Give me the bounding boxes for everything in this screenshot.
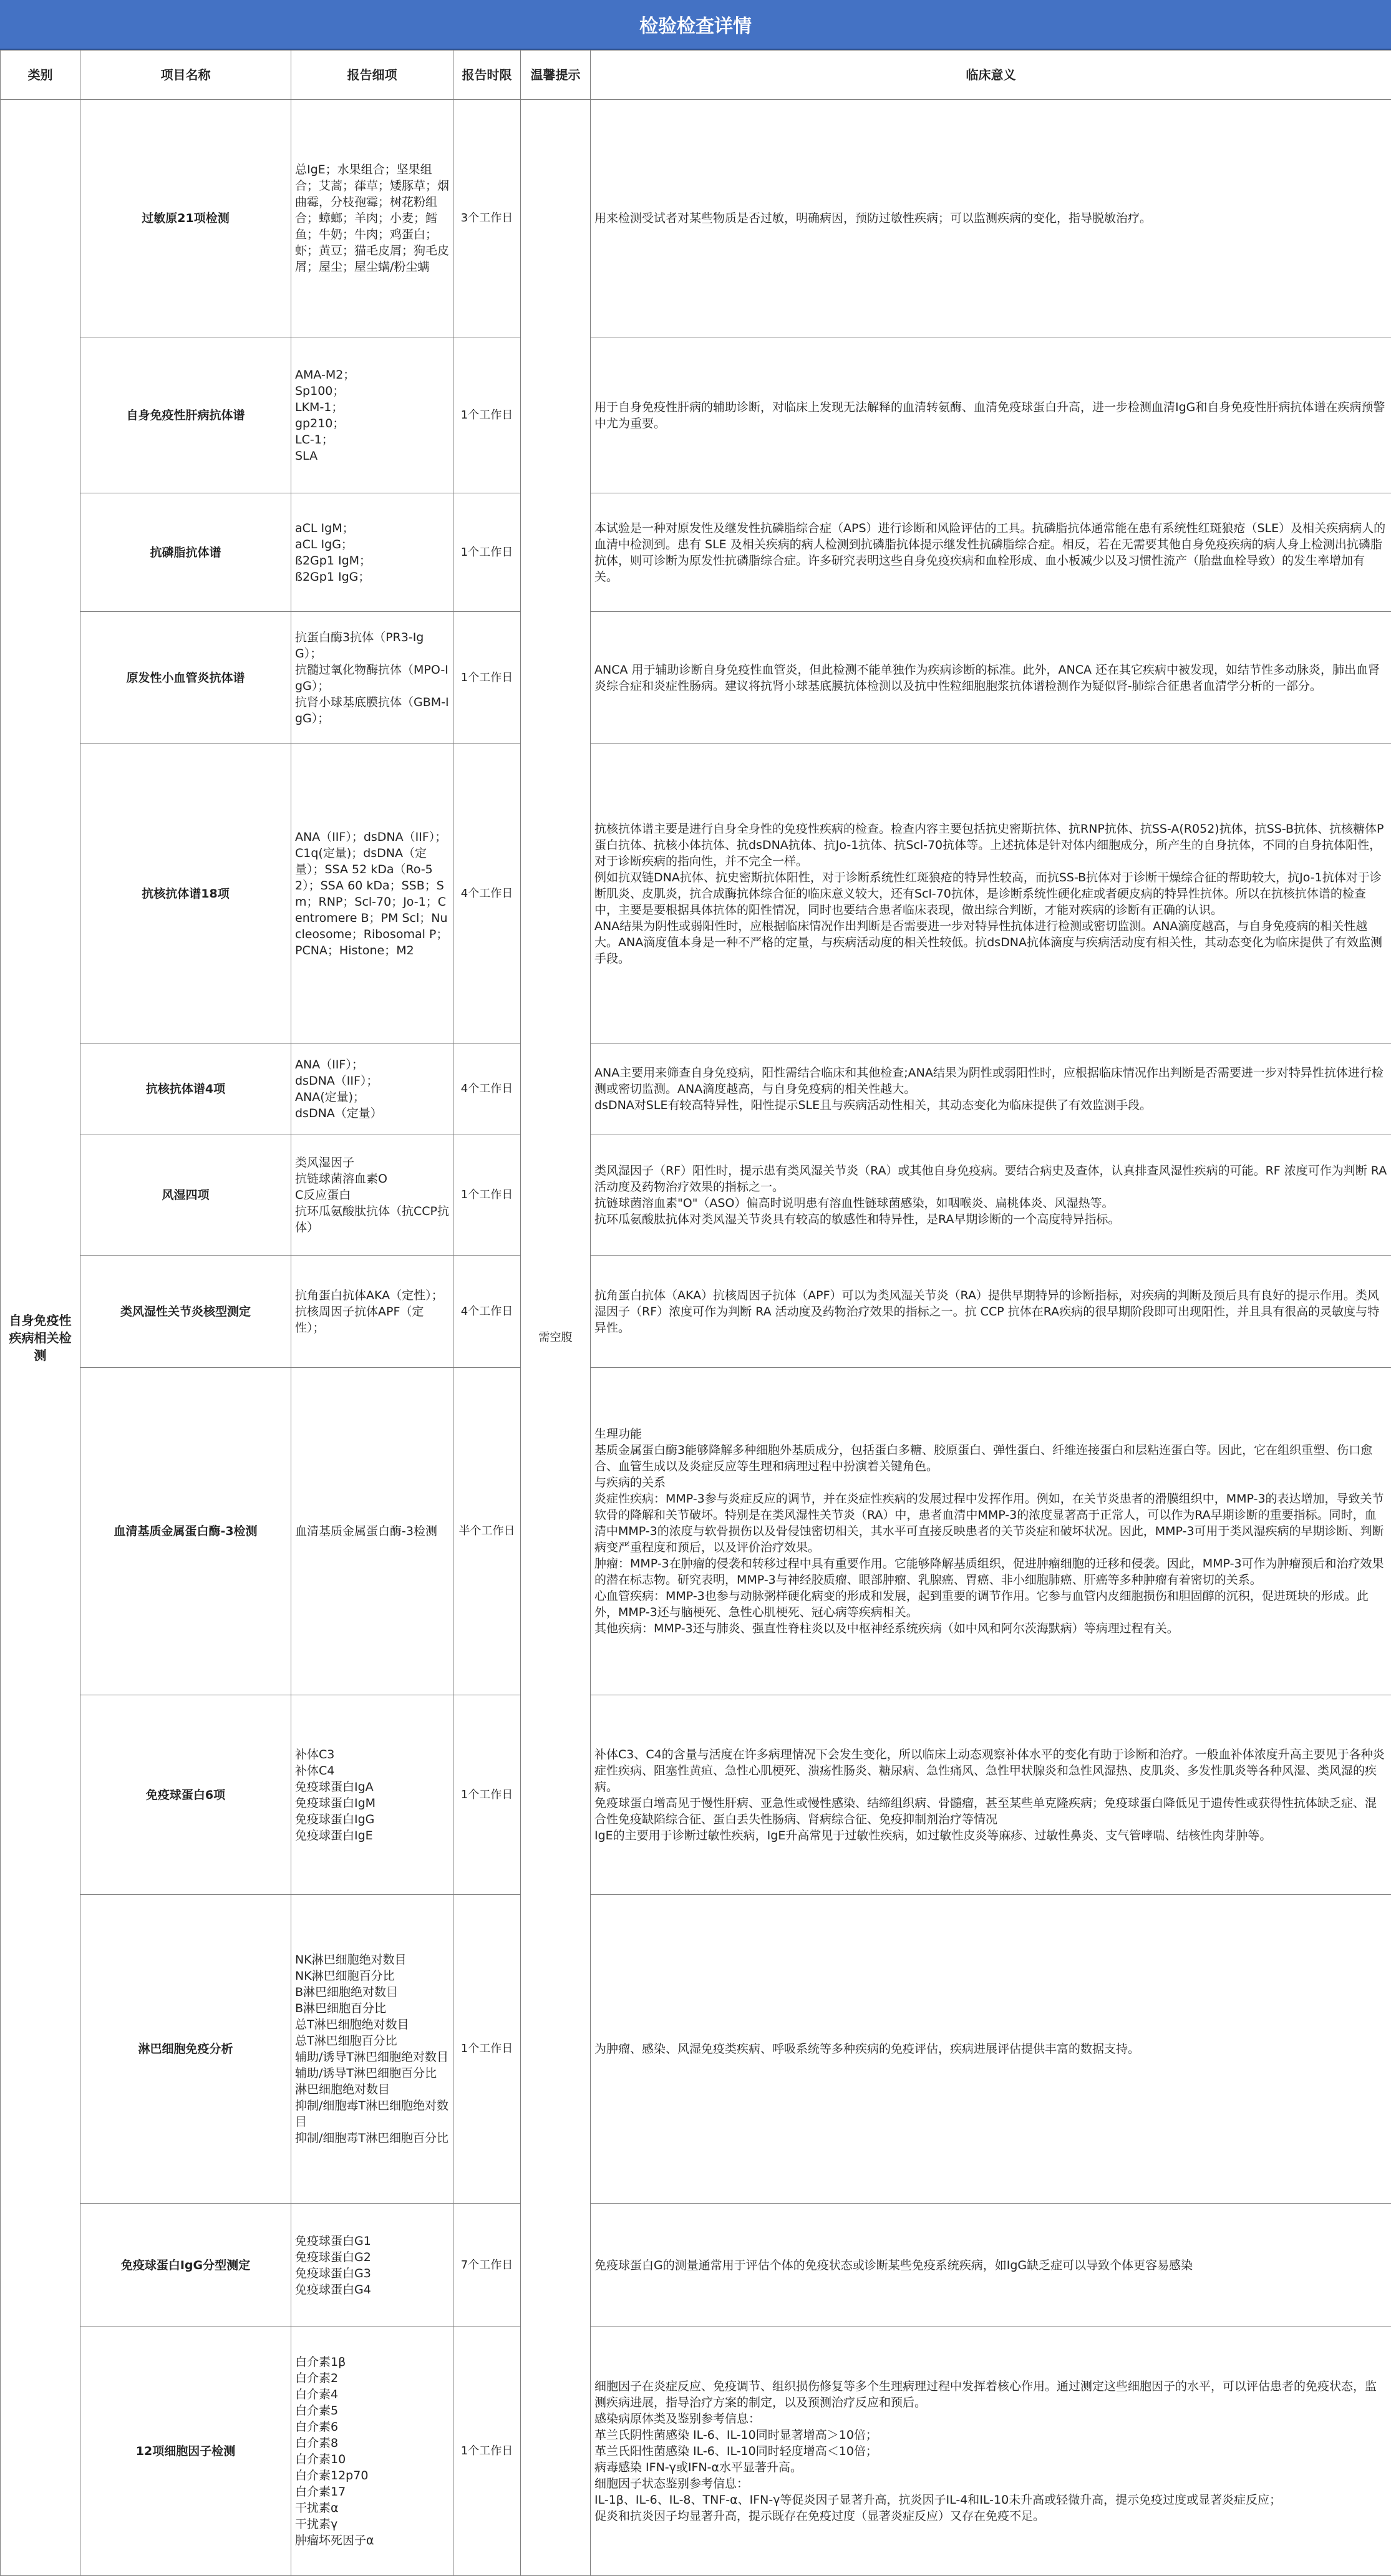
clinical-meaning: 为肿瘤、感染、风湿免疫类疾病、呼吸系统等多种疾病的免疫评估，疾病进展评估提供丰富的数据支持。 bbox=[591, 1895, 1391, 2204]
item-name: 免疫球蛋白IgG分型测定 bbox=[80, 2204, 291, 2327]
report-time: 1个工作日 bbox=[453, 1135, 521, 1256]
table-row bbox=[1, 100, 1391, 337]
table-row bbox=[1, 337, 1391, 493]
report-details: 总IgE；水果组合；坚果组合；艾蒿；葎草；矮豚草；烟曲霉，分枝孢霉；树花粉组合；蟑螂；羊肉；小麦；鳕鱼；牛奶；牛肉；鸡蛋白；虾；黄豆；猫毛皮屑；狗毛皮屑；屋尘；屋尘螨/粉尘螨 bbox=[291, 100, 453, 337]
table-row bbox=[1, 493, 1391, 612]
clinical-meaning: 抗角蛋白抗体（AKA）抗核周因子抗体（APF）可以为类风湿关节炎（RA）提供早期特异的诊断指标，对疾病的判断及预后具有良好的提示作用。类风湿因子（RF）浓度可作为判断 RA 活动度及药物治疗效果的指标之一。抗 CCP 抗体在RA疾病的很早期阶段即可出现阳性，并且具有很高的灵敏度与特异性。 bbox=[591, 1256, 1391, 1368]
table-row bbox=[1, 2327, 1391, 2576]
report-details: 类风湿因子 抗链球菌溶血素O C反应蛋白 抗环瓜氨酸肽抗体（抗CCP抗体） bbox=[291, 1135, 453, 1256]
clinical-meaning: 生理功能 基质金属蛋白酶3能够降解多种细胞外基质成分，包括蛋白多糖、胶原蛋白、弹性蛋白、纤维连接蛋白和层粘连蛋白等。因此，它在组织重塑、伤口愈合、血管生成以及炎症反应等生理和病理过程中扮演着关键角色。 与疾病的关系 炎症性疾病：MMP-3参与炎症反应的调节，并在炎症性疾病的发展过程中发挥作用。例如，在关节炎患者的滑膜组织中，MMP-3的表达增加，导致关节软骨的降解和关节破坏。特别是在类风湿性关节炎（RA）中，患者血清中MMP-3的浓度显著高于正常人，可以作为RA早期诊断的重要指标。同时，血清中MMP-3的浓度与软骨损伤以及骨侵蚀密切相关，其水平可直接反映患者的关节炎症和破坏状况。因此，MMP-3可用于类风湿疾病的早期诊断、判断病变严重程度和预后，以及评价治疗效果。 肿瘤：MMP-3在肿瘤的侵袭和转移过程中具有重要作用。它能够降解基质组织，促进肿瘤细胞的迁移和侵袭。因此，MMP-3可作为肿瘤预后和治疗效果的潜在标志物。研究表明，MMP-3与神经胶质瘤、眼部肿瘤、乳腺癌、胃癌、非小细胞肺癌、肝癌等多种肿瘤有着密切的关系。 心血管疾病：MMP-3也参与动脉粥样硬化病变的形成和发展，起到重要的调节作用。它参与血管内皮细胞损伤和胆固醇的沉积，促进斑块的形成。此外，MMP-3还与脑梗死、急性心肌梗死、冠心病等疾病相关。 其他疾病：MMP-3还与肺炎、强直性脊柱炎以及中枢神经系统疾病（如中风和阿尔茨海默病）等病理过程有关。 bbox=[591, 1368, 1391, 1695]
item-name: 血清基质金属蛋白酶-3检测 bbox=[80, 1368, 291, 1695]
table-row bbox=[1, 1135, 1391, 1256]
report-details: 免疫球蛋白G1 免疫球蛋白G2 免疫球蛋白G3 免疫球蛋白G4 bbox=[291, 2204, 453, 2327]
column-header-category: 类别 bbox=[1, 51, 80, 100]
table-row bbox=[1, 1368, 1391, 1695]
report-time: 1个工作日 bbox=[453, 337, 521, 493]
category-cell: 自身免疫性疾病相关检测 bbox=[1, 100, 80, 2576]
table-row bbox=[1, 744, 1391, 1043]
report-table bbox=[0, 50, 1391, 2576]
report-time: 1个工作日 bbox=[453, 493, 521, 612]
item-name: 风湿四项 bbox=[80, 1135, 291, 1256]
report-details: ANA（IIF）； dsDNA（IIF）； ANA(定量)； dsDNA（定量） bbox=[291, 1043, 453, 1135]
clinical-meaning: 免疫球蛋白G的测量通常用于评估个体的免疫状态或诊断某些免疫系统疾病，如IgG缺乏症可以导致个体更容易感染 bbox=[591, 2204, 1391, 2327]
item-name: 淋巴细胞免疫分析 bbox=[80, 1895, 291, 2204]
report-details: aCL IgM； aCL IgG； ß2Gp1 IgM； ß2Gp1 IgG； bbox=[291, 493, 453, 612]
clinical-meaning: ANCA 用于辅助诊断自身免疫性血管炎，但此检测不能单独作为疾病诊断的标准。此外，ANCA 还在其它疾病中被发现，如结节性多动脉炎，肺出血肾炎综合症和炎症性肠病。建议将抗肾小球基底膜抗体检测以及抗中性粒细胞胞浆抗体谱检测作为疑似肾-肺综合征患者血清学分析的一部分。 bbox=[591, 612, 1391, 744]
clinical-meaning: ANA主要用来筛查自身免疫病，阳性需结合临床和其他检查;ANA结果为阴性或弱阳性时，应根据临床情况作出判断是否需要进一步对特异性抗体进行检测或密切监测。ANA滴度越高，与自身免疫病的相关性越大。 dsDNA对SLE有较高特异性，阳性提示SLE且与疾病活动性相关，其动态变化为临床提供了有效监测手段。 bbox=[591, 1043, 1391, 1135]
item-name: 过敏原21项检测 bbox=[80, 100, 291, 337]
item-name: 抗磷脂抗体谱 bbox=[80, 493, 291, 612]
report-details: AMA-M2； Sp100； LKM-1； gp210； LC-1； SLA bbox=[291, 337, 453, 493]
report-details: 白介素1β 白介素2 白介素4 白介素5 白介素6 白介素8 白介素10 白介素12p70 白介素17 干扰素α 干扰素γ 肿瘤坏死因子α bbox=[291, 2327, 453, 2576]
table-header-row bbox=[1, 51, 1391, 100]
report-time: 1个工作日 bbox=[453, 612, 521, 744]
clinical-meaning: 抗核抗体谱主要是进行自身全身性的免疫性疾病的检查。检查内容主要包括抗史密斯抗体、抗RNP抗体、抗SS-A(R052)抗体，抗SS-B抗体、抗核糖体P蛋白抗体、抗核小体抗体、抗dsDNA抗体、抗Jo-1抗体、抗Scl-70抗体等。上述抗体是针对体内细胞成分，所产生的自身抗体，不同的自身抗体阳性，对于诊断疾病的指向性，并不完全一样。 例如抗双链DNA抗体、抗史密斯抗体阳性，对于诊断系统性红斑狼疮的特异性较高，而抗SS-B抗体对于诊断干燥综合征的帮助较大，抗Jo-1抗体对于诊断肌炎、皮肌炎，抗合成酶抗体综合征的临床意义较大，还有Scl-70抗体，是诊断系统性硬化症或者硬皮病的特异性抗体。所以在抗核抗体谱的检查中，主要是要根据具体抗体的阳性情况，同时也要结合患者临床表现，做出综合判断，才能对疾病的诊断有正确的认识。 ANA结果为阴性或弱阳性时，应根据临床情况作出判断是否需要进一步对特异性抗体进行检测或密切监测。ANA滴度越高，与自身免疫病的相关性越大。ANA滴度值本身是一种不严格的定量，与疾病活动度的相关性较低。抗dsDNA抗体滴度与疾病活动度有相关性，其动态变化为临床提供了有效监测手段。 bbox=[591, 744, 1391, 1043]
column-header-clinical-meaning: 临床意义 bbox=[591, 51, 1391, 100]
column-header-report-time: 报告时限 bbox=[453, 51, 521, 100]
report-time: 4个工作日 bbox=[453, 1256, 521, 1368]
report-details: 血清基质金属蛋白酶-3检测 bbox=[291, 1368, 453, 1695]
report-details: ANA（IIF）；dsDNA（IIF）；C1q(定量)；dsDNA（定量）；SSA 52 kDa（Ro-52）；SSA 60 kDa；SSB；Sm；RNP；Scl-70；Jo-1；Centromere B；PM Scl；Nucleosome；Ribosomal P；PCNA；Histone；M2 bbox=[291, 744, 453, 1043]
clinical-meaning: 类风湿因子（RF）阳性时，提示患有类风湿关节炎（RA）或其他自身免疫病。要结合病史及查体，认真排查风湿性疾病的可能。RF 浓度可作为判断 RA 活动度及药物治疗效果的指标之一。 抗链球菌溶血素"O"（ASO）偏高时说明患有溶血性链球菌感染，如咽喉炎、扁桃体炎、风湿热等。 抗环瓜氨酸肽抗体对类风湿关节炎具有较高的敏感性和特异性，是RA早期诊断的一个高度特异指标。 bbox=[591, 1135, 1391, 1256]
clinical-meaning: 本试验是一种对原发性及继发性抗磷脂综合症（APS）进行诊断和风险评估的工具。抗磷脂抗体通常能在患有系统性红斑狼疮（SLE）及相关疾病病人的血清中检测到。患有 SLE 及相关疾病的病人检测到抗磷脂抗体提示继发性抗磷脂综合症。相反，若在无需要其他自身免疫疾病的病人身上检测出抗磷脂抗体，则可诊断为原发性抗磷脂综合症。许多研究表明这些自身免疫疾病和血栓形成、血小板减少以及习惯性流产（胎盘血栓导致）的发生率增加有关。 bbox=[591, 493, 1391, 612]
column-header-tip: 温馨提示 bbox=[521, 51, 591, 100]
column-header-report-details: 报告细项 bbox=[291, 51, 453, 100]
table-row bbox=[1, 1695, 1391, 1895]
report-time: 7个工作日 bbox=[453, 2204, 521, 2327]
tip-cell: 需空腹 bbox=[521, 100, 591, 2576]
item-name: 类风湿性关节炎核型测定 bbox=[80, 1256, 291, 1368]
report-time: 4个工作日 bbox=[453, 1043, 521, 1135]
page-title: 检验检查详情 bbox=[0, 0, 1391, 50]
item-name: 免疫球蛋白6项 bbox=[80, 1695, 291, 1895]
clinical-meaning: 细胞因子在炎症反应、免疫调节、组织损伤修复等多个生理病理过程中发挥着核心作用。通过测定这些细胞因子的水平，可以评估患者的免疫状态，监测疾病进展，指导治疗方案的制定，以及预测治疗反应和预后。 感染病原体类及鉴别参考信息： 革兰氏阴性菌感染 IL-6、IL-10同时显著增高＞10倍； 革兰氏阳性菌感染 IL-6、IL-10同时轻度增高＜10倍； 病毒感染 IFN-γ或IFN-α水平显著升高。 细胞因子状态鉴别参考信息： IL-1β、IL-6、IL-8、TNF-α、IFN-γ等促炎因子显著升高，抗炎因子IL-4和IL-10未升高或轻微升高，提示免疫过度或显著炎症反应； 促炎和抗炎因子均显著升高，提示既存在免疫过度（显著炎症反应）又存在免疫不足。 bbox=[591, 2327, 1391, 2576]
table-row bbox=[1, 1895, 1391, 2204]
column-header-item-name: 项目名称 bbox=[80, 51, 291, 100]
item-name: 抗核抗体谱18项 bbox=[80, 744, 291, 1043]
clinical-meaning: 用来检测受试者对某些物质是否过敏，明确病因，预防过敏性疾病；可以监测疾病的变化，指导脱敏治疗。 bbox=[591, 100, 1391, 337]
item-name: 原发性小血管炎抗体谱 bbox=[80, 612, 291, 744]
report-time: 1个工作日 bbox=[453, 2327, 521, 2576]
report-time: 半个工作日 bbox=[453, 1368, 521, 1695]
table-row bbox=[1, 1043, 1391, 1135]
report-time: 1个工作日 bbox=[453, 1895, 521, 2204]
clinical-meaning: 补体C3、C4的含量与活度在许多病理情况下会发生变化，所以临床上动态观察补体水平的变化有助于诊断和治疗。一般血补体浓度升高主要见于各种炎症性疾病、阻塞性黄疸、急性心肌梗死、溃疡性肠炎、糖尿病、急性痛风、急性甲状腺炎和急性风湿热、皮肌炎、多发性肌炎等各种风湿、类风湿的疾病。 免疫球蛋白增高见于慢性肝病、亚急性或慢性感染、结缔组织病、骨髓瘤，甚至某些单克隆疾病；免疫球蛋白降低见于遗传性或获得性抗体缺乏症、混合性免疫缺陷综合征、蛋白丢失性肠病、肾病综合征、免疫抑制剂治疗等情况 IgE的主要用于诊断过敏性疾病，IgE升高常见于过敏性疾病，如过敏性皮炎等麻疹、过敏性鼻炎、支气管哮喘、结核性肉芽肿等。 bbox=[591, 1695, 1391, 1895]
item-name: 抗核抗体谱4项 bbox=[80, 1043, 291, 1135]
report-details: 抗角蛋白抗体AKA（定性）； 抗核周因子抗体APF（定性）； bbox=[291, 1256, 453, 1368]
report-details: 补体C3 补体C4 免疫球蛋白IgA 免疫球蛋白IgM 免疫球蛋白IgG 免疫球蛋白IgE bbox=[291, 1695, 453, 1895]
report-details: 抗蛋白酶3抗体（PR3-IgG）； 抗髓过氧化物酶抗体（MPO-IgG）； 抗肾小球基底膜抗体（GBM-IgG）； bbox=[291, 612, 453, 744]
table-row bbox=[1, 2204, 1391, 2327]
item-name: 自身免疫性肝病抗体谱 bbox=[80, 337, 291, 493]
report-time: 3个工作日 bbox=[453, 100, 521, 337]
report-details: NK淋巴细胞绝对数目 NK淋巴细胞百分比 B淋巴细胞绝对数目 B淋巴细胞百分比 总T淋巴细胞绝对数目 总T淋巴细胞百分比 辅助/诱导T淋巴细胞绝对数目 辅助/诱导T淋巴细胞百分比 淋巴细胞绝对数目 抑制/细胞毒T淋巴细胞绝对数目 抑制/细胞毒T淋巴细胞百分比 bbox=[291, 1895, 453, 2204]
report-time: 1个工作日 bbox=[453, 1695, 521, 1895]
item-name: 12项细胞因子检测 bbox=[80, 2327, 291, 2576]
report-time: 4个工作日 bbox=[453, 744, 521, 1043]
table-row bbox=[1, 612, 1391, 744]
table-row bbox=[1, 1256, 1391, 1368]
clinical-meaning: 用于自身免疫性肝病的辅助诊断，对临床上发现无法解释的血清转氨酶、血清免疫球蛋白升高，进一步检测血清IgG和自身免疫性肝病抗体谱在疾病预警中尤为重要。 bbox=[591, 337, 1391, 493]
